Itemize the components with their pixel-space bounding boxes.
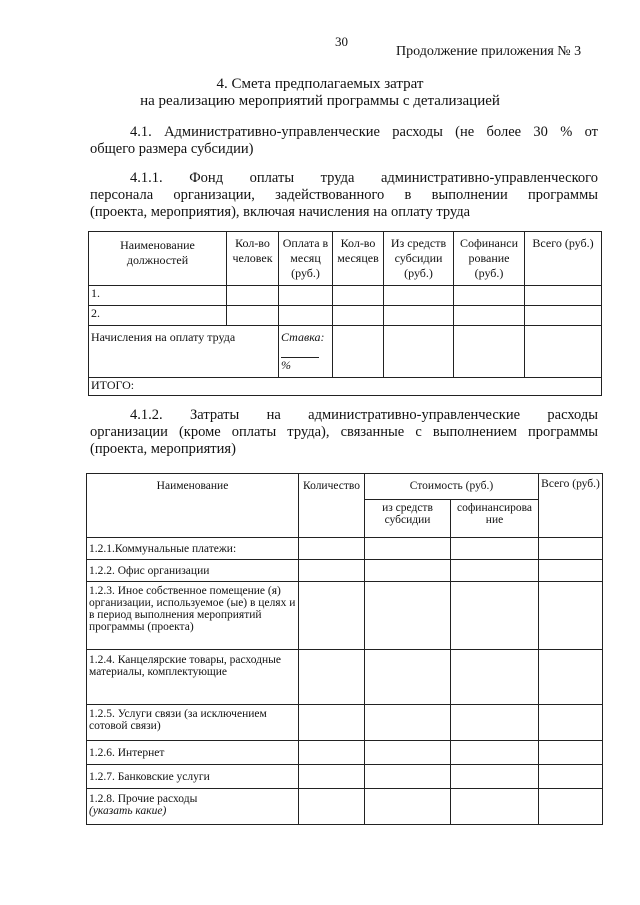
total-row	[89, 378, 602, 396]
table-row: 1.2.1.Коммунальные платежи:	[87, 538, 603, 560]
col-cost: Стоимость (руб.)	[365, 474, 539, 500]
col-from-subsidy: из средств субсидии	[365, 500, 451, 538]
table-row: 1.	[89, 286, 602, 306]
col-cofinancing: Софинанси рование (руб.)	[454, 232, 525, 286]
table-row: 1.2.8. Прочие расходы (указать какие)	[87, 789, 603, 825]
page-number: 30	[335, 34, 348, 49]
col-positions: Наименование должностей	[89, 232, 227, 286]
col-cofinancing: софинансирова ние	[451, 500, 539, 538]
table-row: 1.2.6. Интернет	[87, 741, 603, 765]
section-4-1: 4.1. Административно-управленческие расходы (не более 30 % от общего размера субсидии)	[90, 124, 598, 157]
table-row: 1.2.2. Офис организации	[87, 560, 603, 582]
col-name: Наименование	[87, 474, 299, 538]
col-months: Кол-во месяцев	[333, 232, 384, 286]
table-row: 2.	[89, 306, 602, 326]
accrual-row	[89, 326, 602, 378]
estimate-title: 4. Смета предполагаемых затрат	[216, 76, 424, 92]
table-row: 1.2.5. Услуги связи (за исключением сотовой связи)	[87, 705, 603, 741]
rate-cell: Ставка: %	[279, 326, 333, 378]
col-quantity: Количество	[299, 474, 365, 538]
section-4-1-2: 4.1.2. Затраты на административно-управленческие расходы организации (кроме оплаты труда), связанные с выполнением программы (проекта, мероприятия)	[90, 407, 598, 457]
estimate-subtitle: на реализацию мероприятий программы с детализацией	[140, 93, 500, 109]
col-monthly-pay: Оплата в месяц (руб.)	[279, 232, 333, 286]
col-total: Всего (руб.)	[539, 474, 603, 538]
table-row: 1.2.7. Банковские услуги	[87, 765, 603, 789]
appendix-caption: Продолжение приложения № 3	[396, 44, 582, 59]
accrual-label: Начисления на оплату труда	[89, 326, 279, 378]
col-from-subsidy: Из средств субсидии (руб.)	[384, 232, 454, 286]
col-total: Всего (руб.)	[525, 232, 602, 286]
col-people: Кол-во человек	[227, 232, 279, 286]
admin-expenses-table	[86, 473, 603, 825]
total-label: ИТОГО:	[89, 378, 602, 396]
payroll-table	[88, 231, 602, 396]
section-4-1-1: 4.1.1. Фонд оплаты труда административно-управленческого персонала организации, задействованного в выполнении программы (проекта, мероприятия), включая начисления на оплату труда	[90, 170, 598, 220]
table-row: 1.2.4. Канцелярские товары, расходные материалы, комплектующие	[87, 650, 603, 705]
table-row: 1.2.3. Иное собственное помещение (я) организации, используемое (ые) в целях и в период выполнения мероприятий программы (проекта)	[87, 582, 603, 650]
